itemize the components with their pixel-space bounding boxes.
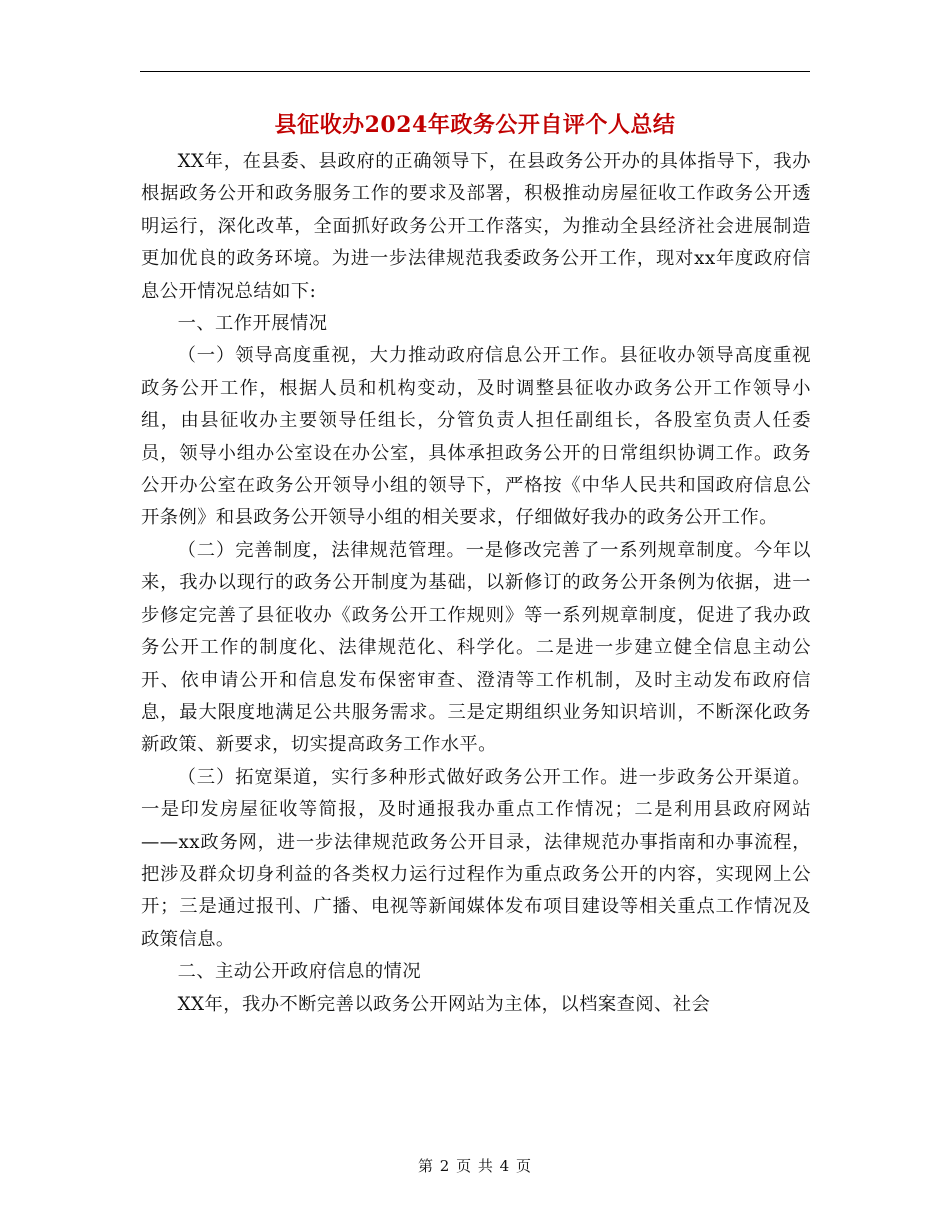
document-body	[141, 146, 811, 1021]
paragraph-leadership: （一）领导高度重视，大力推动政府信息公开工作。县征收办领导高度重视政务公开工作，根据人员和机构变动，及时调整县征收办政务公开工作领导小组，由县征收办主要领导任组长，分管负责人担任副组长，各股室负责人任委员，领导小组办公室设在办公室，具体承担政务公开的日常组织协调工作。政务公开办公室在政务公开领导小组的领导下，严格按《中华人民共和国政府信息公开条例》和县政务公开领导小组的相关要求，仔细做好我办的政务公开工作。	[141, 345, 811, 529]
section-heading-work-progress: 一、工作开展情况	[177, 313, 328, 335]
page-footer: 第 2 页 共 4 页	[418, 1157, 532, 1175]
paragraph-system: （二）完善制度，法律规范管理。一是修改完善了一系列规章制度。今年以来，我办以现行的政务公开制度为基础，以新修订的政务公开条例为依据，进一步修定完善了县征收办《政务公开工作规则》等一系列规章制度，促进了我办政务公开工作的制度化、法律规范化、科学化。二是进一步建立健全信息主动公开、依申请公开和信息发布保密审查、澄清等工作机制，及时主动发布政府信息，最大限度地满足公共服务需求。三是定期组织业务知识培训，不断深化政务新政策、新要求，切实提高政务工作水平。	[141, 539, 811, 756]
intro-paragraph: XX年，在县委、县政府的正确领导下，在县政务公开办的具体指导下，我办根据政务公开和政务服务工作的要求及部署，积极推动房屋征收工作政务公开透明运行，深化改革，全面抓好政务公开工作落实，为推动全县经济社会进展制造更加优良的政务环境。为进一步法律规范我委政务公开工作，现对xx年度政府信息公开情况总结如下:	[141, 151, 811, 302]
header-rule	[140, 71, 810, 72]
section-heading-active-disclosure: 二、主动公开政府信息的情况	[177, 961, 422, 983]
paragraph-disclosure: XX年，我办不断完善以政务公开网站为主体，以档案查阅、社会	[177, 993, 711, 1015]
paragraph-channels: （三）拓宽渠道，实行多种形式做好政务公开工作。进一步政务公开渠道。一是印发房屋征收等简报，及时通报我办重点工作情况；二是利用县政府网站——xx政务网，进一步法律规范政务公开目录，法律规范办事指南和办事流程，把涉及群众切身利益的各类权力运行过程作为重点政务公开的内容，实现网上公开；三是通过报刊、广播、电视等新闻媒体发布项目建设等相关重点工作情况及政策信息。	[141, 766, 811, 950]
document-title: 县征收办2024年政务公开自评个人总结	[274, 112, 676, 138]
